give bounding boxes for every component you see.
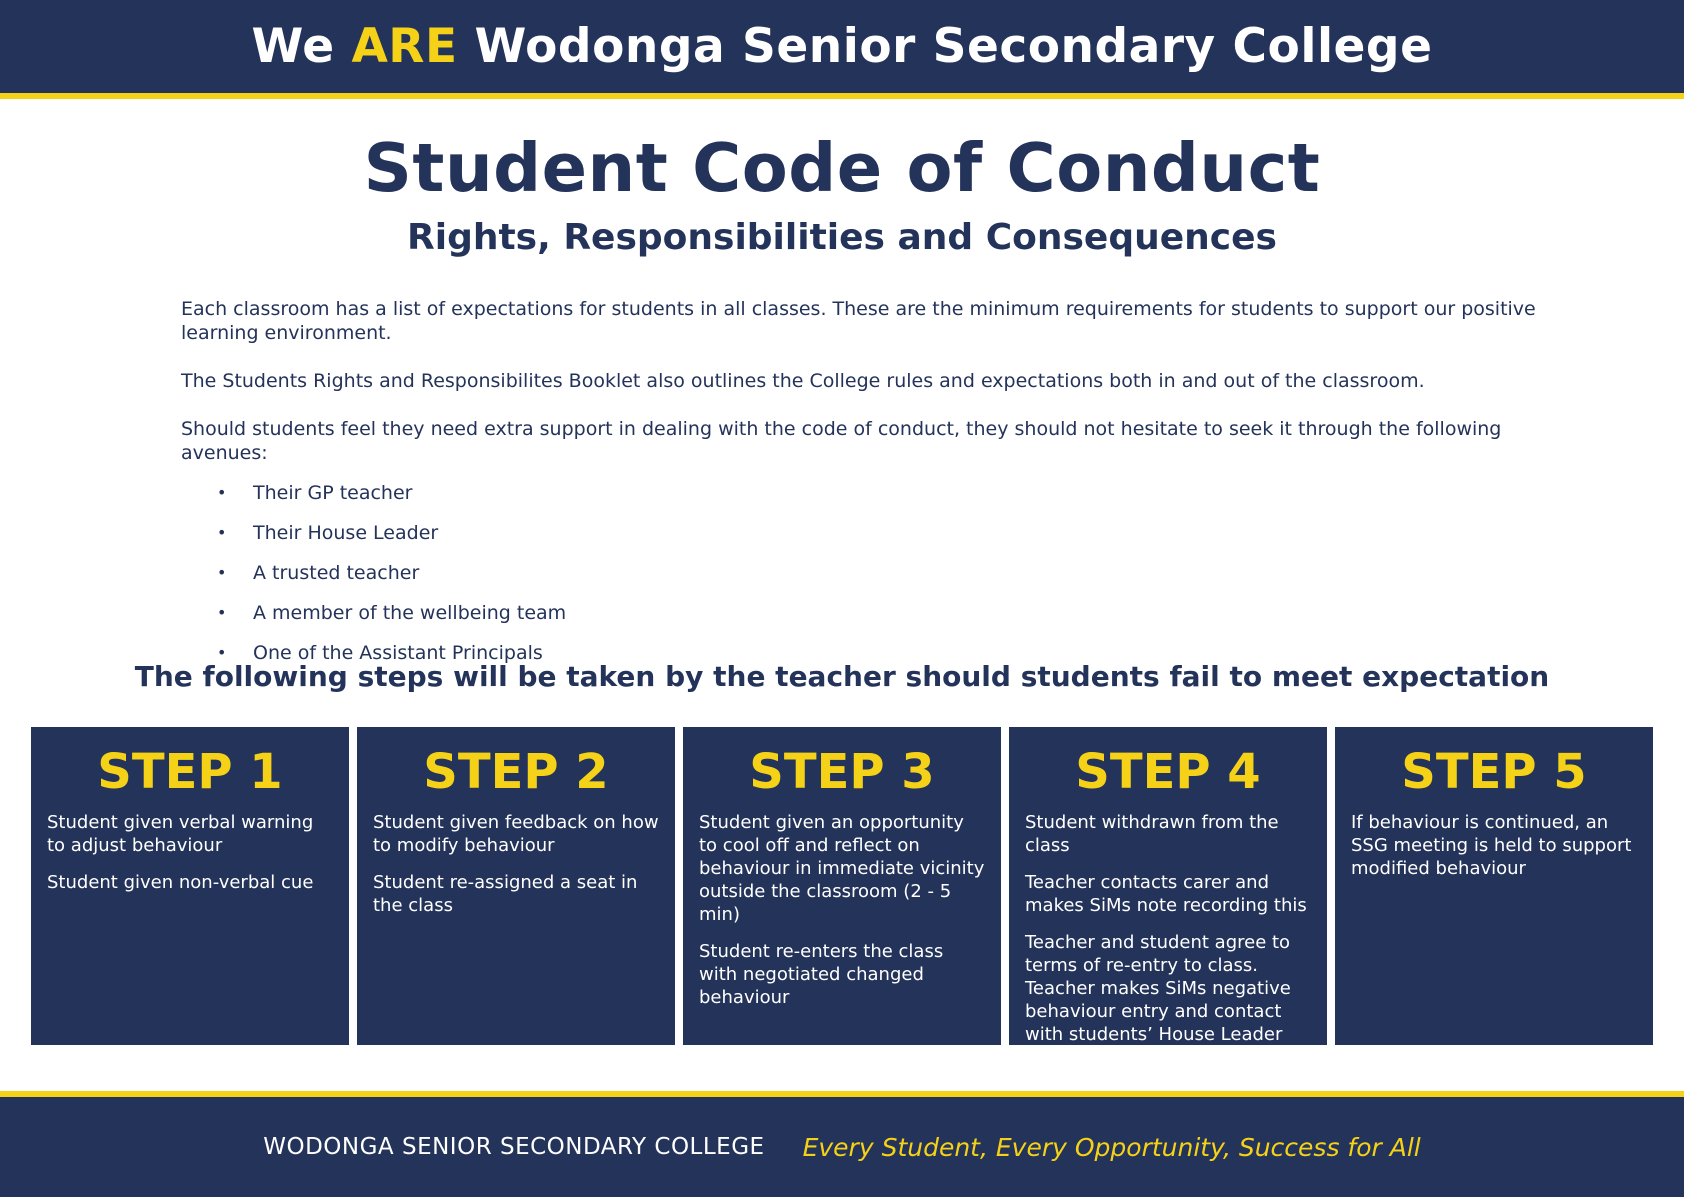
step-card-2: [357, 727, 675, 1045]
bullet-icon: •: [217, 643, 227, 662]
page-title: Student Code of Conduct: [363, 129, 1321, 207]
step-card-4: [1009, 727, 1327, 1045]
step-title: STEP 5: [1401, 744, 1587, 800]
step-title: STEP 1: [97, 744, 283, 800]
page-subtitle: Rights, Responsibilities and Consequences: [407, 217, 1277, 258]
footer-college-name: WODONGA SENIOR SECONDARY COLLEGE: [263, 1134, 765, 1160]
header-accent: ARE: [351, 19, 458, 74]
intro-paragraph-3: Should students feel they need extra support in dealing with the code of conduct, they should not hesitate to seek it through the following avenues:: [181, 418, 1502, 464]
step-item: If behaviour is continued, an SSG meeting is held to support modified behaviour: [1351, 812, 1632, 879]
avenue-label: Their GP teacher: [253, 482, 413, 504]
step-item: Student given feedback on how to modify behaviour: [373, 812, 659, 856]
step-item: Student withdrawn from the class: [1025, 812, 1279, 856]
list-item: [181, 561, 1541, 601]
header-title: [252, 19, 1433, 74]
footer-motto: Every Student, Every Opportunity, Success for All: [802, 1132, 1421, 1162]
step-item: Student given non-verbal cue: [47, 872, 314, 893]
avenue-label: Their House Leader: [253, 522, 439, 544]
step-title: STEP 2: [423, 744, 609, 800]
bullet-icon: •: [217, 563, 227, 582]
avenue-label: One of the Assistant Principals: [253, 642, 543, 664]
header-prefix: We: [251, 19, 352, 74]
step-card-5: [1335, 727, 1653, 1045]
step-item: Student given an opportunity to cool off and reflect on behaviour in immediate vicinity outside the classroom (2 - 5 min): [699, 812, 985, 925]
list-item: [181, 521, 1541, 561]
step-card-3: [683, 727, 1001, 1045]
intro-section: [181, 297, 1541, 681]
intro-paragraph-2: The Students Rights and Responsibilites Booklet also outlines the College rules and expectations both in and out of the classroom.: [181, 370, 1425, 392]
header-banner: [0, 0, 1684, 99]
step-title: STEP 3: [749, 744, 935, 800]
avenue-label: A trusted teacher: [253, 562, 420, 584]
step-item: Teacher and student agree to terms of re-entry to class. Teacher makes SiMs negative behaviour entry and contact with students’ House Leader: [1025, 932, 1291, 1045]
list-item: [181, 601, 1541, 641]
step-item: Student re-enters the class with negotiated changed behaviour: [699, 941, 944, 1008]
bullet-icon: •: [217, 483, 227, 502]
support-avenues-list: [181, 481, 1541, 681]
bullet-icon: •: [217, 523, 227, 542]
step-item: Teacher contacts carer and makes SiMs note recording this: [1025, 872, 1307, 916]
steps-row: [31, 727, 1654, 1045]
avenue-label: A member of the wellbeing team: [253, 602, 567, 624]
step-card-1: [31, 727, 349, 1045]
steps-heading: The following steps will be taken by the teacher should students fail to meet expectation: [134, 660, 1550, 693]
step-item: Student re-assigned a seat in the class: [373, 872, 638, 916]
step-title: STEP 4: [1075, 744, 1261, 800]
header-suffix: Wodonga Senior Secondary College: [457, 19, 1433, 74]
intro-paragraph-1: Each classroom has a list of expectations for students in all classes. These are the minimum requirements for students to support our positive learning environment.: [181, 298, 1536, 344]
footer-banner: [0, 1091, 1684, 1197]
step-item: Student given verbal warning to adjust behaviour: [47, 812, 314, 856]
list-item: [181, 481, 1541, 521]
bullet-icon: •: [217, 603, 227, 622]
